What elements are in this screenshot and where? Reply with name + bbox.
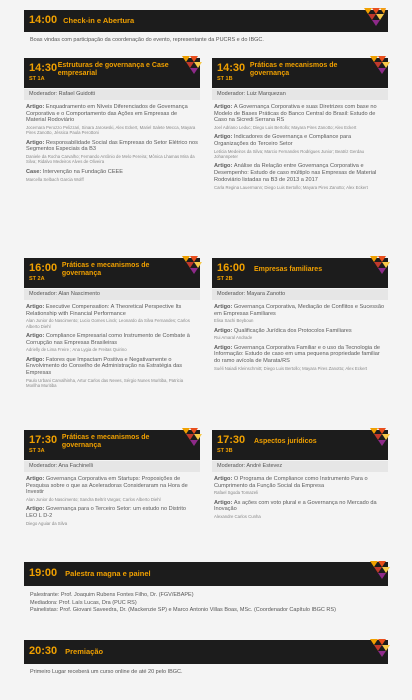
session-time: 16:00 <box>217 262 246 275</box>
item-title: Governança Corporativa Familiar e o uso da Tecnologia de Informação: Estudo de caso em uma pequena propriedade familiar do ramo avícola de Marata/RS <box>214 344 380 365</box>
list-item <box>212 104 388 131</box>
item-authors: Joel Adriano Leduc; Diego Luis Bertollo; Mayara Pires Zanotto; Alex Eckert <box>214 125 357 131</box>
list-item <box>212 476 388 496</box>
session-time: 17:30 <box>29 434 58 447</box>
session-time: 14:30 <box>217 62 246 75</box>
item-authors: Suéli Naiadi Kleinschmitt; Diego Luis Bertollo; Mayara Pires Zanotto; Alex Eckert <box>214 366 368 372</box>
item-authors: Diego Aguiar da Silva <box>26 521 68 526</box>
item-type: Artigo: <box>214 475 234 482</box>
session-title: Práticas e mecanismos de governança <box>249 62 338 78</box>
item-type: Artigo: <box>214 303 234 310</box>
decorative-triangles-icon <box>178 252 206 278</box>
item-type: Artigo: <box>214 344 234 351</box>
decorative-triangles-icon <box>366 52 394 78</box>
item-title: Compliance Empresarial como Instrumento de Combate à Corrupção nas Empresas Brasileiras <box>26 332 190 346</box>
session-title: Práticas e mecanismos de governança <box>61 262 150 278</box>
panel-line: Palestrante: Prof. Joaquim Rubens Fontes Filho, Dr. (FGV/EBAPE) <box>30 592 194 598</box>
list-item <box>24 476 200 503</box>
session-st2b <box>212 258 388 371</box>
list-item <box>24 333 200 353</box>
decorative-triangles-icon <box>366 557 394 583</box>
session-code: ST 2B <box>217 276 233 283</box>
session-header <box>24 58 200 88</box>
session-code: ST 2A <box>29 276 45 283</box>
session-title: Empresas familiares <box>254 266 323 273</box>
item-type: Artigo: <box>214 134 234 141</box>
panel-line: Mediadora: Prof. Laís Lucas, Dra (PUC RS) <box>30 599 137 606</box>
session-time: 17:30 <box>217 434 246 447</box>
item-title: Responsabilidade Social das Empresas do Setor Elétrico nos Segmentos Especiais da B3 <box>26 139 198 153</box>
session-st3b <box>212 430 388 519</box>
moderator: Moderador: Ana Fachinelli <box>24 461 200 472</box>
checkin-title: Check-in e Abertura <box>63 16 135 26</box>
item-authors: Paulo Urbani Carvalhinha, Artur Carlos das Neves, Sérgio Nunes Muritiba, Patricia Morilha Muritiba <box>26 378 184 389</box>
panel-time: 19:00 <box>29 567 58 580</box>
item-type: Artigo: <box>26 332 46 339</box>
list-item <box>24 506 200 526</box>
item-type: Case: <box>26 168 43 175</box>
item-title: Fatores que Impactam Positiva e Negativamente o Envolvimento do Conselho de Administração na Estratégia das Empresas <box>26 356 183 377</box>
session-time: 14:30 <box>29 62 58 75</box>
session-header <box>24 258 200 288</box>
moderator: Moderador: Luiz Marquezan <box>212 89 388 100</box>
item-title: Governança Corporativa em Startups: Proposições de Pesquisa sobre o que as Aceleradoras Consideraram na Hora de Investir <box>26 475 188 496</box>
decorative-triangles-icon <box>178 424 206 450</box>
session-header <box>212 430 388 460</box>
item-authors: Carla Regina Lauermann; Diego Luis Bertollo; Mayara Pires Zanotto; Alex Eckert <box>214 184 368 190</box>
item-authors: Jocemara Perozzo Pelizzari, Sinara Jaroseski, Alex Eckert, Mariel Salete Mecca, Mayara Pires Zanotto, Jéssica Paula Perottoni <box>26 125 196 136</box>
session-code: ST 1A <box>29 76 45 83</box>
session-code: ST 3B <box>217 448 233 455</box>
list-item <box>24 169 200 182</box>
moderator: Moderador: Alan Nascimento <box>24 289 200 300</box>
session-st1a <box>24 58 200 182</box>
session-st3a <box>24 430 200 526</box>
item-title: Executive Compensation: A Theoretical Perspective Its Relationship with Financial Performance <box>26 303 182 317</box>
item-authors: Alan Junior do Nascimento; Sandra Beltrit Vargas; Carlos Alberto Diehl <box>26 497 161 503</box>
item-authors: Adrielly de Lima Freire ; Ana Lygia de Freitas Quirino <box>26 347 127 353</box>
item-title: As ações com voto plural e a Governança no Mercado da Inovação <box>214 499 377 513</box>
session-time: 16:00 <box>29 262 58 275</box>
panel-header <box>24 562 388 586</box>
decorative-triangles-icon <box>366 635 394 661</box>
session-title: Práticas e mecanismos de governança <box>61 434 150 450</box>
award-text: Primeiro Lugar receberá um curso online de até 20 pelo IBGC. <box>30 669 183 675</box>
session-st1b <box>212 58 388 190</box>
item-authors: Daniele da Rocha Carvalho; Fernando Antônio de Melo Pereira; Mônica Lhamas Mira da Silva; Ridalvo Medeiros Alves de Oliveira <box>26 154 195 165</box>
item-type: Artigo: <box>26 139 46 146</box>
list-item <box>24 140 200 165</box>
checkin-time: 14:00 <box>29 14 58 27</box>
item-type: Artigo: <box>214 103 234 110</box>
session-code: ST 3A <box>29 448 45 455</box>
decorative-triangles-icon <box>366 252 394 278</box>
item-authors: Letícia Medeiros da Silva; Marcio Fernandes Rodrigues Junior; Beatriz Gerdau Johannpeter <box>214 149 364 160</box>
list-item <box>24 304 200 329</box>
moderator: Moderador: André Estevez <box>212 461 388 472</box>
panel-title: Palestra magna e painel <box>65 569 151 579</box>
list-item <box>212 163 388 190</box>
session-header <box>24 430 200 460</box>
item-authors: Alan Junior do Nascimento; Lucio Gomes Linck; Leonardo da Silva Fernandes; Carlos Alberto Diehl <box>26 318 190 329</box>
award-header <box>24 640 388 664</box>
item-type: Artigo: <box>214 163 234 170</box>
item-type: Artigo: <box>214 499 234 506</box>
item-authors: Marcella Selbach Garcia Wolff <box>26 176 84 182</box>
session-st2a <box>24 258 200 389</box>
item-title: Governança para o Terceiro Setor: um estudo no Distrito LEO L D-2 <box>26 506 187 520</box>
award-section <box>24 640 388 676</box>
item-title: Qualificação Jurídica dos Protocolos Familiares <box>233 327 352 334</box>
item-authors: Rui Amaral Andrade <box>214 335 253 341</box>
list-item <box>212 304 388 324</box>
item-type: Artigo: <box>26 356 46 363</box>
panel-details <box>24 586 388 614</box>
item-type: Artigo: <box>214 327 234 334</box>
panel-line: Painelistas: Prof. Giovani Saveedra, Dr. (Mackenzie SP) e Marco Antonio Villas Boas, MSc. (Coordenador Capítulo IBGC RS) <box>30 607 336 614</box>
award-time: 20:30 <box>29 645 58 658</box>
item-title: Enquadramento em Níveis Diferenciados de Governança Corporativa e o Comportamento das Ações em Empresas de Material Rodoviário <box>26 103 188 124</box>
panel-section <box>24 562 388 615</box>
list-item <box>24 357 200 389</box>
item-authors: Rafael Sgoda Tomazeli <box>214 490 259 496</box>
moderator: Moderador: Rafael Guidotti <box>24 89 200 100</box>
list-item <box>212 134 388 159</box>
item-type: Artigo: <box>26 303 46 310</box>
list-item <box>24 104 200 136</box>
session-header <box>212 58 388 88</box>
list-item <box>212 500 388 520</box>
item-type: Artigo: <box>26 103 46 110</box>
session-title: Estruturas de governança e Case empresarial <box>57 62 169 78</box>
item-title: O Programa de Compliance como Instrumento Para o Cumprimento da Função Social da Empresa <box>214 475 368 489</box>
session-code: ST 1B <box>217 76 233 83</box>
checkin-bar <box>24 10 388 32</box>
item-authors: Elisa Sachi Beyboun <box>214 318 254 324</box>
decorative-triangles-icon <box>178 52 206 78</box>
list-item <box>212 328 388 341</box>
moderator: Moderador: Mayara Zanotto <box>212 289 388 300</box>
decorative-triangles-icon <box>366 424 394 450</box>
checkin-text: Boas vindas com participação da coordenação do evento, representante da PUCRS e do IBGC. <box>30 37 264 43</box>
item-authors: Alexandre Carlos Cunha <box>214 514 261 520</box>
item-type: Artigo: <box>26 475 46 482</box>
item-title: Análise da Relação entre Governança Corporativa e Desempenho: Estudo de caso múltiplo nas Empresas de Material Rodoviário listadas na B3 de 2013 a 2017 <box>214 163 377 184</box>
list-item <box>212 345 388 372</box>
session-header <box>212 258 388 288</box>
item-title: Indicadores de Governança e Compliance para Organizações do Terceiro Setor <box>214 134 352 148</box>
item-title: Intervenção na Fundação CEEE <box>42 168 124 175</box>
award-title: Premiação <box>65 647 104 657</box>
item-title: Governança Corporativa, Mediação de Conflitos e Sucessão em Empresas Familiares <box>214 303 385 317</box>
item-type: Artigo: <box>26 506 46 513</box>
session-title: Aspectos jurídicos <box>254 438 317 445</box>
decorative-triangles-icon <box>360 4 388 30</box>
item-title: A Governança Corporativa e suas Diretrizes com base no Modelo de Bases Práticas do Banco Central do Brasil: Estudo de Caso na Sicredi Serrana RS <box>214 103 377 124</box>
